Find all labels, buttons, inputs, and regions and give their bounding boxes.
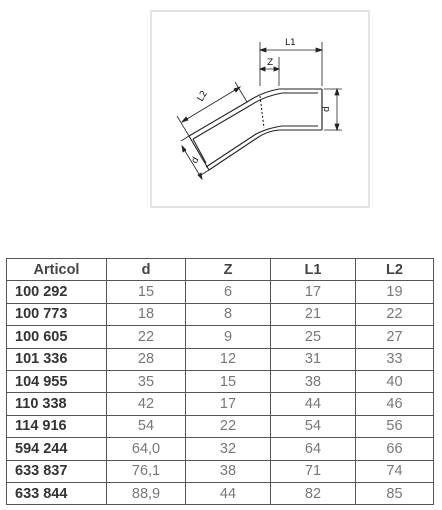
cell-z: 22 [186,415,271,437]
cell-z: 8 [186,303,271,325]
dimensions-table [6,258,434,505]
cell-z: 17 [186,393,271,415]
cell-l1: 21 [271,303,356,325]
z-label: Z [267,58,274,68]
header-z: Z [186,259,271,281]
cell-l1: 25 [271,326,356,348]
cell-d: 18 [107,303,186,325]
table-header-row [7,259,434,281]
header-articol: Articol [7,259,107,281]
cell-z: 15 [186,370,271,392]
table-row [7,348,434,370]
table-row [7,370,434,392]
cell-d: 22 [107,326,186,348]
cell-d: 64,0 [107,438,186,460]
article-code: 100 773 [7,303,107,325]
cell-d: 76,1 [107,460,186,482]
cell-l2: 22 [356,303,434,325]
fitting-drawing-frame [150,10,370,208]
article-code: 104 955 [7,370,107,392]
table-row [7,303,434,325]
table-row [7,460,434,482]
cell-d: 28 [107,348,186,370]
table-row [7,281,434,303]
cell-d: 88,9 [107,482,186,504]
elbow-fitting-drawing [152,12,368,206]
cell-z: 6 [186,281,271,303]
table-row [7,438,434,460]
header-d: d [107,259,186,281]
cell-z: 12 [186,348,271,370]
article-code: 100 292 [7,281,107,303]
cell-d: 35 [107,370,186,392]
cell-l2: 85 [356,482,434,504]
table-row [7,482,434,504]
cell-l2: 40 [356,370,434,392]
header-l2: L2 [356,259,434,281]
cell-d: 54 [107,415,186,437]
table-row [7,415,434,437]
article-code: 101 336 [7,348,107,370]
elbow-outline [189,89,322,170]
cell-l2: 46 [356,393,434,415]
cell-l1: 54 [271,415,356,437]
cell-l2: 66 [356,438,434,460]
cell-l2: 27 [356,326,434,348]
header-l1: L1 [271,259,356,281]
cell-l1: 82 [271,482,356,504]
article-code: 633 844 [7,482,107,504]
cell-z: 44 [186,482,271,504]
article-code: 110 338 [7,393,107,415]
cell-l1: 31 [271,348,356,370]
cell-l1: 44 [271,393,356,415]
cell-l2: 74 [356,460,434,482]
cell-l2: 19 [356,281,434,303]
cell-l2: 56 [356,415,434,437]
cell-l1: 64 [271,438,356,460]
cell-z: 38 [186,460,271,482]
table-row [7,326,434,348]
cell-z: 32 [186,438,271,460]
l1-label: L1 [285,38,296,48]
article-code: 114 916 [7,415,107,437]
article-code: 633 837 [7,460,107,482]
cell-z: 9 [186,326,271,348]
l2-label: L2 [195,89,210,104]
cell-l1: 38 [271,370,356,392]
article-code: 100 605 [7,326,107,348]
cell-l1: 71 [271,460,356,482]
cell-l2: 33 [356,348,434,370]
cell-d: 15 [107,281,186,303]
d-left-label: d [189,155,202,166]
cell-l1: 17 [271,281,356,303]
article-code: 594 244 [7,438,107,460]
d-right-label: d [322,106,332,112]
cell-d: 42 [107,393,186,415]
table-row [7,393,434,415]
